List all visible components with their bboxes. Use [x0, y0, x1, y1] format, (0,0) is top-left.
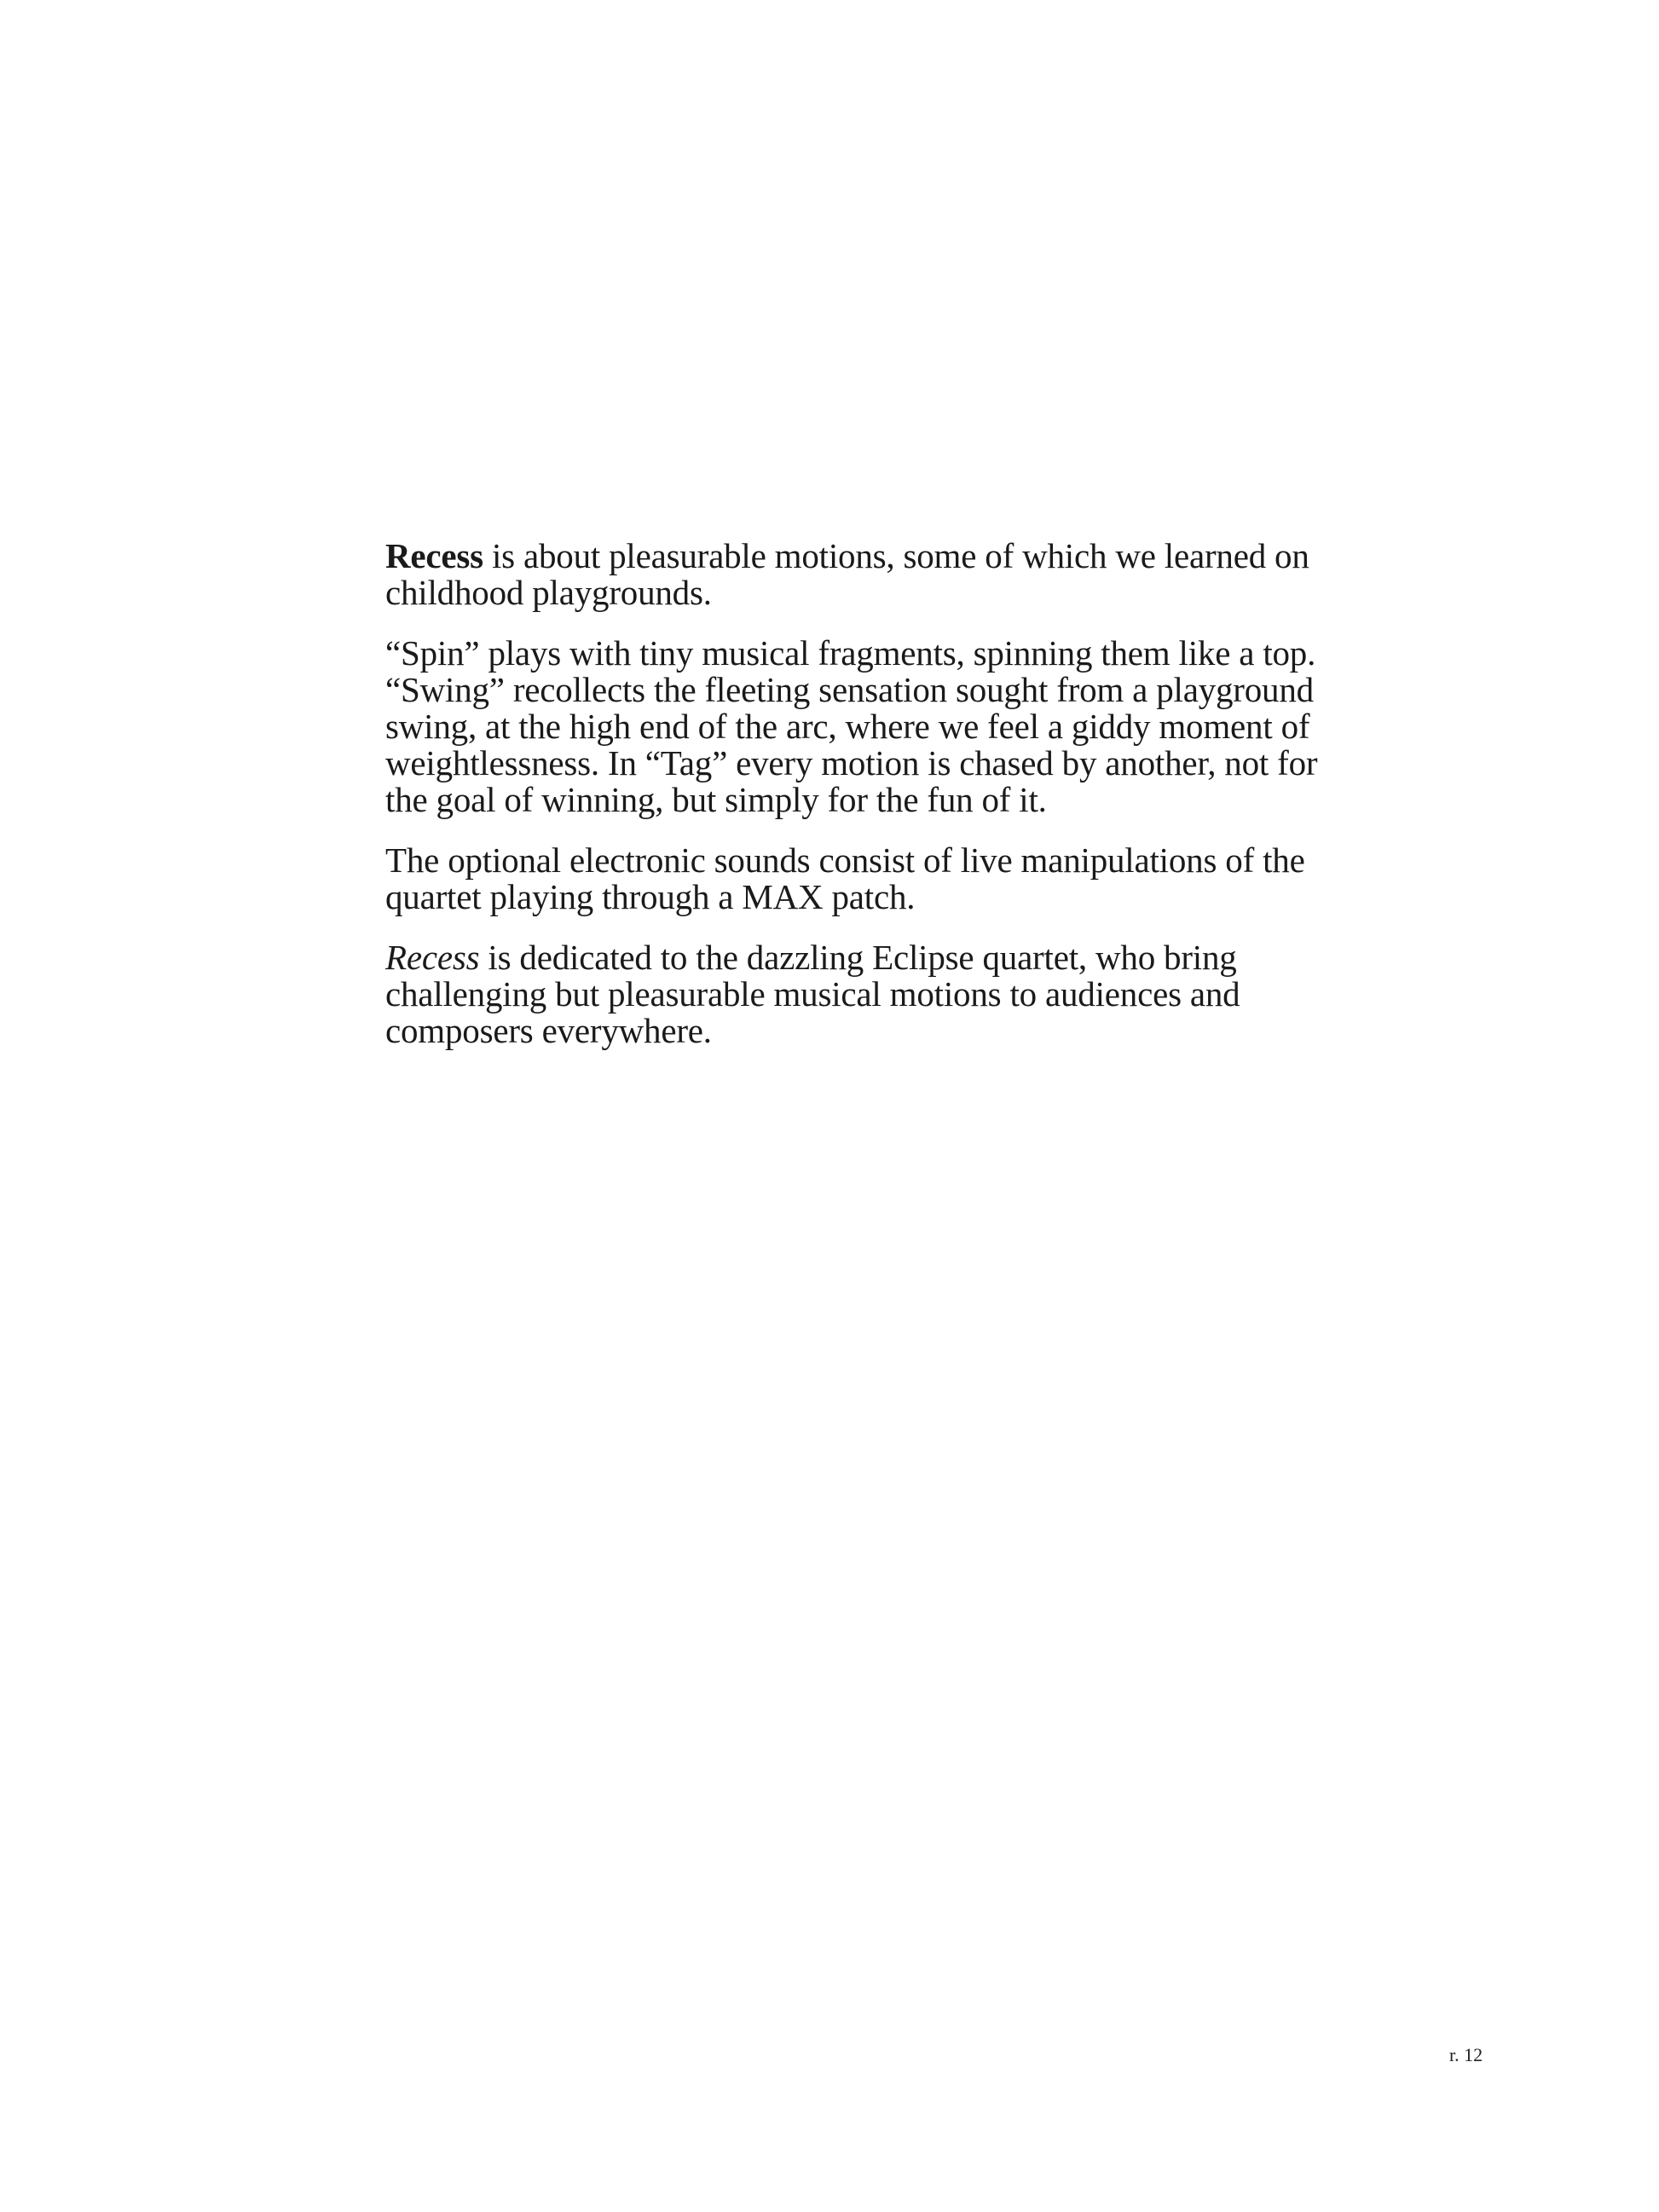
work-title-italic: Recess — [385, 938, 480, 977]
paragraph-movements-text: “Spin” plays with tiny musical fragments, spinning them like a top. “Swing” recollects the fleeting sensation sought from a playground swing, at the high end of the arc, where we feel a giddy moment of weightlessness. In “Tag” every motion is chased by another, not for the goal of winning, but simply for the fun of it. — [385, 633, 1318, 819]
paragraph-intro — [385, 538, 1332, 611]
work-title-bold: Recess — [385, 536, 483, 575]
program-note — [385, 538, 1332, 1073]
paragraph-electronics-text: The optional electronic sounds consist of live manipulations of the quartet playing through a MAX patch. — [385, 840, 1305, 916]
paragraph-movements — [385, 635, 1332, 818]
paragraph-electronics — [385, 842, 1332, 915]
paragraph-dedication — [385, 939, 1332, 1049]
page-number: r. 12 — [1449, 2044, 1483, 2065]
paragraph-dedication-text: is dedicated to the dazzling Eclipse quartet, who bring challenging but pleasurable musical motions to audiences and composers everywhere. — [385, 938, 1240, 1050]
paragraph-intro-text: is about pleasurable motions, some of which we learned on childhood playgrounds. — [385, 536, 1309, 612]
